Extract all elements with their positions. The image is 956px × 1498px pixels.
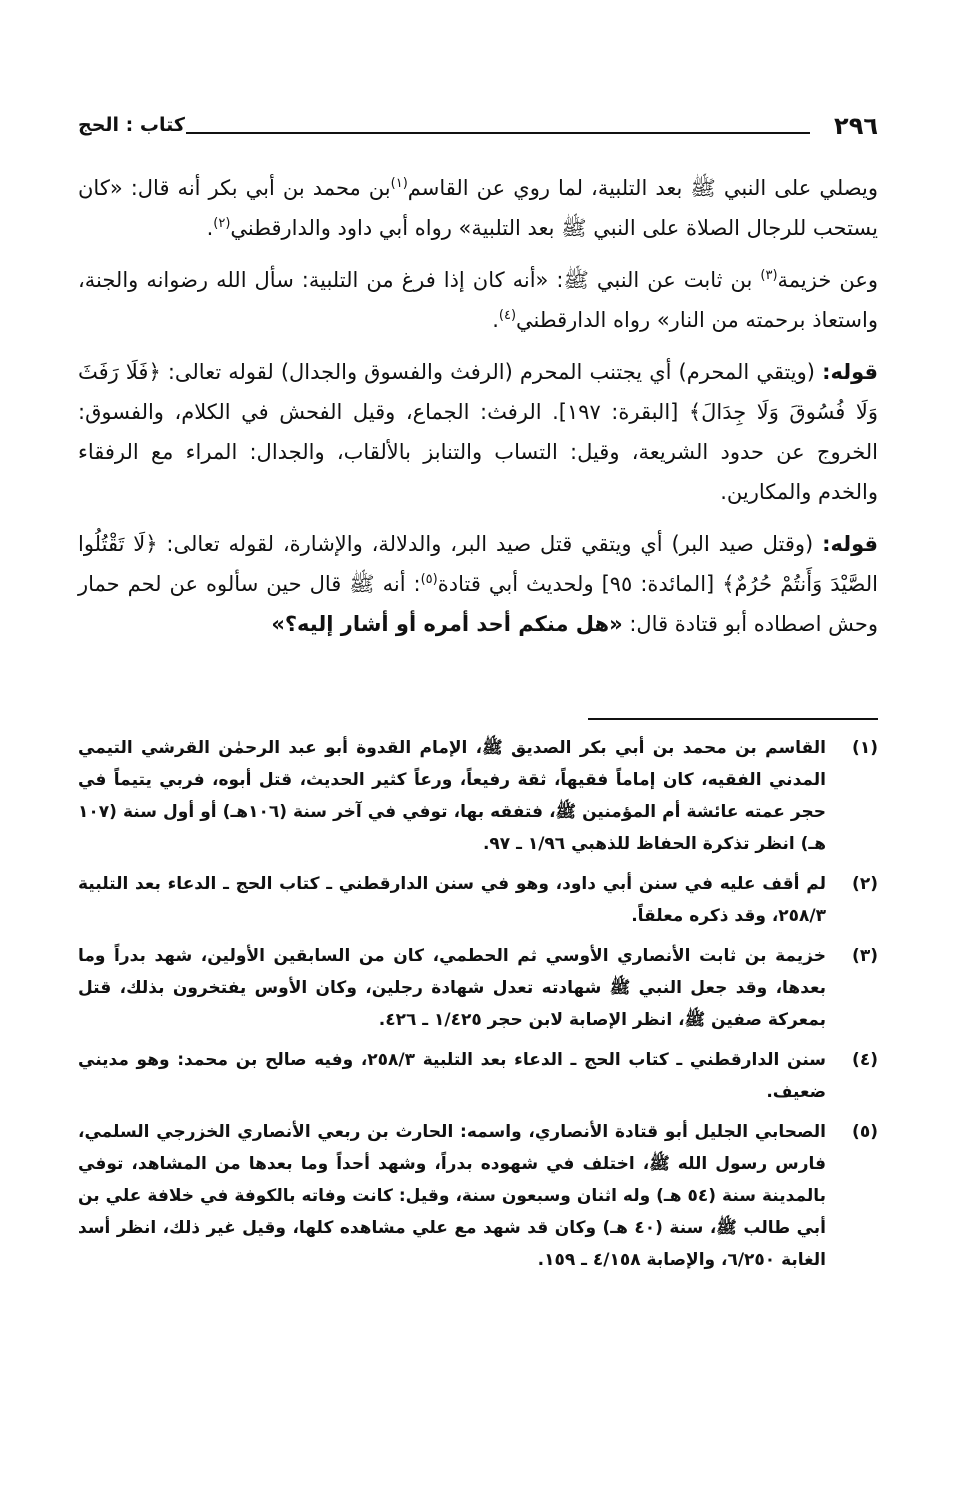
footnote-item [78,732,878,860]
footnote-text: خزيمة بن ثابت الأنصاري الأوسي ثم الحطمي، كان من السابقين الأولين، شهد بدراً وما بعدها، وقد جعل النبي ﷺ شهادته تعدل شهادة رجلين، وكان الأوس يفتخرون بذلك، قتل بمعركة صفين ﷺ، انظر الإصابة لابن حجر ١/٤٢٥ ـ ٤٢٦. [78,946,826,1030]
footnote-text: الصحابي الجليل أبو قتادة الأنصاري، واسمه: الحارث بن ربعي الأنصاري الخزرجي السلمي، فارس رسول الله ﷺ، اختلف في شهوده بدراً، وشهد أحداً وما بعدها من المشاهد، توفي بالمدينة سنة (٥٤ هـ) وله اثنان وسبعون سنة، وقيل: كانت وفاته بالكوفة في خلافة علي بن أبي طالب ﷺ، سنة (٤٠ هـ) وكان قد شهد مع علي مشاهده كلها، وقيل غير ذلك، انظر أسد الغابة ٦/٢٥٠، والإصابة ٤/١٥٨ ـ ١٥٩. [78,1122,826,1270]
qawluhu-keyword: قوله: [822,360,878,384]
footnote-number: (٤) [852,1050,878,1070]
hadith-quote: «هل منكم أحد أمره أو أشار إليه؟» [271,612,623,636]
footnote-number: (٣) [852,946,878,966]
footnote-text: سنن الدارقطني ـ كتاب الحج ـ الدعاء بعد التلبية ٢٥٨/٣، وفيه صالح بن محمد: وهو مديني ضعيف. [78,1050,826,1102]
main-text [78,168,878,656]
footnote-ref: (٢) [213,216,231,231]
footnote-ref: (١) [390,176,408,191]
page-number: ٢٩٦ [834,112,878,140]
footnote-ref: (٣) [760,268,778,283]
paragraph-khuzayma-hadith [78,260,878,340]
footnote-separator [588,718,878,720]
paragraph-rafath-fusuq-jidal [78,352,878,512]
running-header [78,112,878,142]
footnote-item [78,1116,878,1276]
paragraph-text: . [206,216,214,240]
paragraph-text: : أنه ﷺ قال حين سألوه عن لحم حمار وحش اصطاده أبو قتادة قال: [78,572,878,636]
paragraph-text: بن محمد بن أبي بكر أنه قال: «كان يستحب للرجال الصلاة على النبي ﷺ بعد التلبية» رواه أبي داود والدارقطني [78,176,878,240]
paragraph-text: . [492,308,499,332]
footnote-item [78,940,878,1036]
paragraph-salat-after-talbiya [78,168,878,248]
footnote-number: (٢) [852,874,878,894]
header-rule [186,132,810,134]
paragraph-text: بن ثابت عن النبي ﷺ: «أنه كان إذا فرغ من التلبية: سأل الله رضوانه والجنة، واستعاذ برحمته من النار» رواه الدارقطني [78,268,878,332]
footnote-ref: (٥) [420,572,438,587]
footnotes [78,732,878,1284]
footnote-text: القاسم بن محمد بن أبي بكر الصديق ﷺ، الإمام القدوة أبو عبد الرحمٰن القرشي التيمي المدني الفقيه، كان إماماً فقيهاً، ثقة رفيعاً، ورعاً كثير الحديث، قتل أبوه، فربي يتيماً في حجر عمته عائشة أم المؤمنين ﷺ، فتفقه بها، توفي في آخر سنة (١٠٦هـ) أو أول سنة (١٠٧ هـ) انظر تذكرة الحفاظ للذهبي ١/٩٦ ـ ٩٧. [78,738,826,854]
footnote-ref: (٤) [498,308,517,323]
footnote-item [78,1044,878,1108]
paragraph-text: وعن خزيمة [777,268,878,292]
footnote-number: (٥) [852,1122,878,1142]
book-title: كتاب : الحج [78,114,185,136]
footnote-text: لم أقف عليه في سنن أبي داود، وهو في سنن الدارقطني ـ كتاب الحج ـ الدعاء بعد التلبية ٢٥٨/٣، وقد ذكره معلقاً. [78,874,826,926]
footnote-number: (١) [852,738,878,758]
qawluhu-keyword: قوله: [822,532,878,556]
paragraph-text: ويصلي على النبي ﷺ بعد التلبية، لما روي عن القاسم [407,176,878,200]
footnote-item [78,868,878,932]
paragraph-sayd-al-barr [78,524,878,644]
paragraph-text: (ويتقي المحرم) أي يجتنب المحرم (الرفث والفسوق والجدال) لقوله تعالى: ﴿فَلَا رَفَثَ وَلَا فُسُوقَ وَلَا جِدَالَ﴾ [البقرة: ١٩٧]. الرفث: الجماع، وقيل الفحش في الكلام، والفسوق: الخروج عن حدود الشريعة، وقيل: التساب والتنابز بالألقاب، والجدال: المراء مع الرفقاء والخدم والمكارين. [78,360,878,504]
paragraph-text: (وقتل صيد البر) أي ويتقي قتل صيد البر، والدلالة، والإشارة، لقوله تعالى: ﴿لَا تَقْتُلُوا الصَّيْدَ وَأَنتُمْ حُرُمٌ﴾ [المائدة: ٩٥] ولحديث أبي قتادة [78,532,878,596]
